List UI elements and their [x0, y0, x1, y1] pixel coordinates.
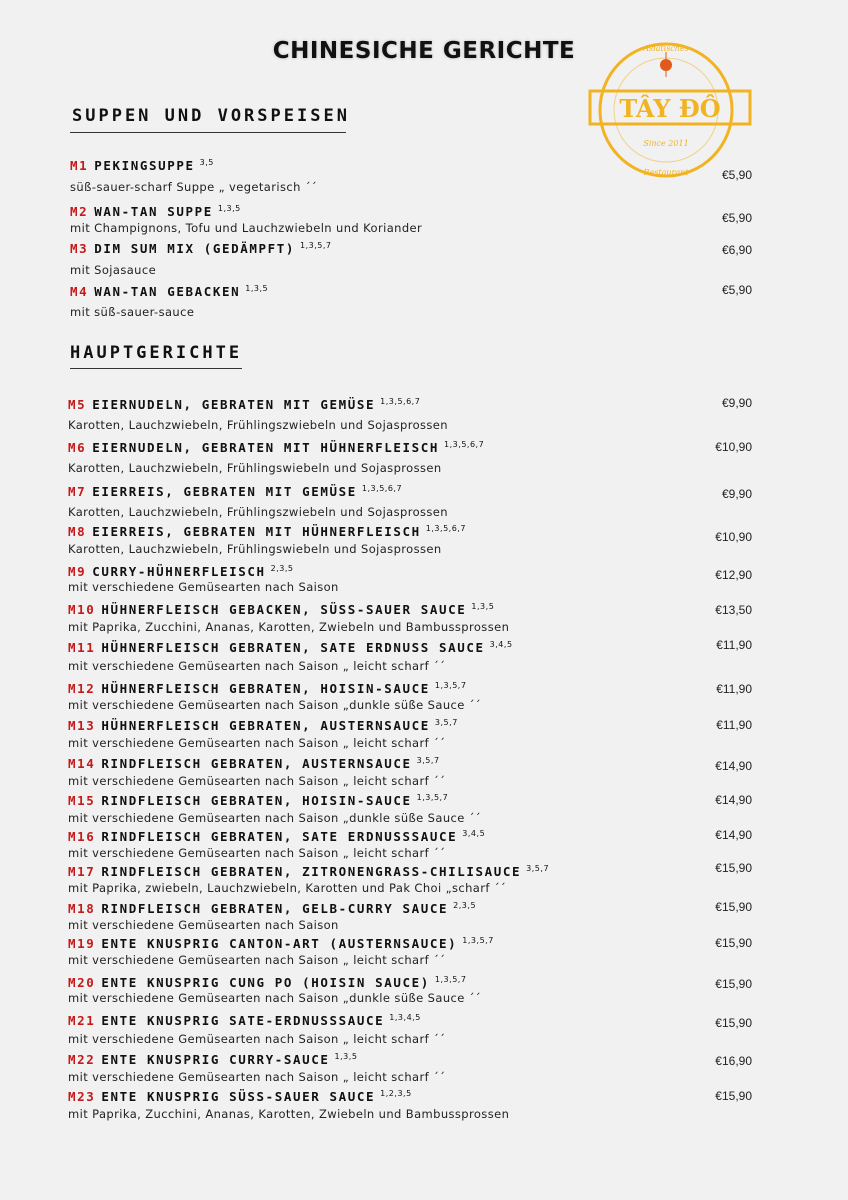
menu-item-description: mit verschiedene Gemüsearten nach Saison „dunkle süße Sauce ´´ — [68, 698, 482, 712]
menu-item-title — [68, 901, 476, 916]
menu-item-price: €15,90 — [715, 900, 752, 914]
menu-item-price: €11,90 — [716, 718, 752, 732]
menu-item-name: RINDFLEISCH GEBRATEN, ZITRONENGRASS-CHILISAUCE — [101, 864, 522, 879]
menu-item-name: WAN-TAN GEBACKEN — [94, 284, 241, 299]
menu-item-allergens: 3,5,7 — [526, 864, 550, 873]
menu-item-title — [68, 793, 448, 808]
menu-item-code: M9 — [68, 564, 87, 579]
page-title: CHINESICHE GERICHTE — [272, 38, 576, 64]
menu-item-allergens: 3,5 — [199, 158, 214, 167]
menu-item-code: M18 — [68, 901, 96, 916]
menu-item-allergens: 1,3,5 — [334, 1052, 358, 1061]
section-heading-hauptgerichte: HAUPTGERICHTE — [70, 343, 243, 363]
menu-item-title — [70, 158, 214, 173]
menu-item-name: HÜHNERFLEISCH GEBRATEN, SATE ERDNUSS SAUCE — [101, 640, 485, 655]
menu-item-description: mit verschiedene Gemüsearten nach Saison „dunkle süße Sauce ´´ — [68, 811, 482, 825]
menu-item-name: EIERNUDELN, GEBRATEN MIT GEMÜSE — [92, 397, 376, 412]
menu-item-allergens: 3,5,7 — [434, 718, 458, 727]
menu-item-name: CURRY-HÜHNERFLEISCH — [92, 564, 266, 579]
menu-item-description: mit Champignons, Tofu und Lauchzwiebeln und Koriander — [70, 221, 423, 235]
menu-item-name: WAN-TAN SUPPE — [94, 204, 213, 219]
menu-item-allergens: 1,3,5,7 — [462, 936, 494, 945]
lantern-icon — [660, 52, 672, 77]
menu-item-allergens: 1,3,5,7 — [434, 681, 467, 690]
menu-item-price: €9,90 — [721, 396, 752, 410]
menu-item-code: M14 — [68, 756, 96, 771]
menu-item-allergens: 1,2,3,5 — [380, 1089, 412, 1098]
menu-item-description: süß-sauer-scharf Suppe „ vegetarisch ´´ — [70, 180, 318, 194]
logo-top-text: Asiatisches — [643, 44, 689, 53]
menu-item-code: M17 — [68, 864, 96, 879]
logo-name: TÂY ĐÔ — [619, 94, 721, 123]
menu-item-name: EIERNUDELN, GEBRATEN MIT HÜHNERFLEISCH — [92, 440, 440, 455]
menu-item-allergens: 1,3,5,6,7 — [380, 397, 421, 406]
menu-item-code: M15 — [68, 793, 96, 808]
menu-item-code: M11 — [68, 640, 96, 655]
menu-item-name: PEKINGSUPPE — [94, 158, 195, 173]
menu-item-description: mit verschiedene Gemüsearten nach Saison „ leicht scharf ´´ — [68, 1032, 446, 1046]
menu-item-code: M20 — [68, 975, 96, 990]
menu-item-name: ENTE KNUSPRIG CURRY-SAUCE — [101, 1052, 330, 1067]
menu-item-price: €6,90 — [721, 243, 752, 257]
menu-item-allergens: 1,3,5,6,7 — [444, 440, 485, 449]
menu-item-name: ENTE KNUSPRIG CANTON-ART (AUSTERNSAUCE) — [101, 936, 458, 951]
menu-item-title — [68, 602, 494, 617]
menu-item-title — [68, 864, 549, 879]
menu-item-price: €9,90 — [721, 487, 752, 501]
section-heading-suppen: SUPPEN UND VORSPEISEN — [72, 106, 350, 126]
menu-item-name: RINDFLEISCH GEBRATEN, AUSTERNSAUCE — [101, 756, 412, 771]
menu-item-description: mit Paprika, Zucchini, Ananas, Karotten, Zwiebeln und Bambussprossen — [68, 1107, 510, 1121]
logo-emblem — [586, 38, 756, 183]
logo-bottom-text: Restaurant — [643, 168, 689, 177]
menu-item-description: mit Sojasauce — [70, 263, 157, 277]
menu-item-allergens: 1,3,5 — [217, 204, 241, 213]
menu-item-name: ENTE KNUSPRIG SÜSS-SAUER SAUCE — [101, 1089, 376, 1104]
menu-item-price: €11,90 — [716, 682, 752, 696]
menu-item-price: €15,90 — [715, 977, 752, 991]
menu-item-price: €13,50 — [715, 603, 752, 617]
menu-item-name: DIM SUM MIX (GEDÄMPFT) — [94, 241, 296, 256]
menu-item-code: M5 — [68, 397, 87, 412]
menu-item-price: €16,90 — [715, 1054, 752, 1068]
menu-item-code: M22 — [68, 1052, 96, 1067]
menu-item-description: mit verschiedene Gemüsearten nach Saison „ leicht scharf ´´ — [68, 953, 446, 967]
restaurant-logo — [586, 38, 756, 183]
menu-item-name: HÜHNERFLEISCH GEBRATEN, HOISIN-SAUCE — [101, 681, 430, 696]
menu-item-price: €12,90 — [715, 568, 752, 582]
menu-item-name: RINDFLEISCH GEBRATEN, HOISIN-SAUCE — [101, 793, 412, 808]
menu-item-title — [68, 975, 466, 990]
menu-item-title — [68, 756, 440, 771]
menu-item-description: mit verschiedene Gemüsearten nach Saison „ leicht scharf ´´ — [68, 846, 446, 860]
menu-item-title — [70, 241, 332, 256]
menu-item-title — [68, 564, 294, 579]
menu-item-allergens: 3,4,5 — [462, 829, 486, 838]
menu-item-price: €15,90 — [715, 861, 752, 875]
menu-item-title — [68, 524, 466, 539]
menu-item-code: M13 — [68, 718, 96, 733]
menu-item-title — [70, 204, 241, 219]
menu-item-price: €5,90 — [721, 168, 752, 182]
menu-item-description: mit verschiedene Gemüsearten nach Saison „ leicht scharf ´´ — [68, 774, 446, 788]
menu-item-description: mit Paprika, Zucchini, Ananas, Karotten, Zwiebeln und Bambussprossen — [68, 620, 510, 634]
menu-item-allergens: 2,3,5 — [270, 564, 294, 573]
menu-item-title — [68, 718, 458, 733]
menu-item-code: M10 — [68, 602, 96, 617]
menu-item-price: €14,90 — [715, 793, 752, 807]
menu-item-code: M3 — [70, 241, 89, 256]
menu-item-allergens: 1,3,5 — [245, 284, 269, 293]
menu-item-description: mit verschiedene Gemüsearten nach Saison — [68, 580, 339, 594]
menu-item-allergens: 1,3,5,6,7 — [425, 524, 466, 533]
menu-item-allergens: 1,3,5,7 — [416, 793, 449, 802]
menu-item-allergens: 3,4,5 — [489, 640, 513, 649]
menu-item-title — [68, 681, 466, 696]
menu-item-allergens: 1,3,5,7 — [300, 241, 332, 250]
menu-item-code: M4 — [70, 284, 89, 299]
menu-item-code: M12 — [68, 681, 96, 696]
menu-item-name: RINDFLEISCH GEBRATEN, GELB-CURRY SAUCE — [101, 901, 449, 916]
menu-item-title — [68, 484, 402, 499]
menu-item-name: ENTE KNUSPRIG SATE-ERDNUSSSAUCE — [101, 1013, 385, 1028]
menu-item-description: mit süß-sauer-sauce — [70, 305, 195, 319]
menu-item-title — [68, 829, 485, 844]
menu-item-price: €11,90 — [716, 638, 752, 652]
menu-item-allergens: 1,3,4,5 — [389, 1013, 421, 1022]
menu-item-title — [68, 440, 484, 455]
menu-item-price: €10,90 — [715, 440, 752, 454]
menu-item-title — [68, 936, 494, 951]
menu-item-code: M19 — [68, 936, 96, 951]
menu-item-title — [68, 1089, 412, 1104]
menu-item-description: Karotten, Lauchzwiebeln, Frühlingswiebeln und Sojasprossen — [68, 542, 442, 556]
menu-item-description: Karotten, Lauchzwiebeln, Frühlingswiebeln und Sojasprossen — [68, 461, 442, 475]
menu-item-name: RINDFLEISCH GEBRATEN, SATE ERDNUSSSAUCE — [101, 829, 458, 844]
menu-item-price: €15,90 — [715, 1016, 752, 1030]
menu-item-allergens: 3,5,7 — [416, 756, 440, 765]
section-divider — [70, 132, 346, 133]
menu-item-code: M7 — [68, 484, 87, 499]
menu-item-code: M6 — [68, 440, 87, 455]
menu-item-price: €5,90 — [721, 283, 752, 297]
menu-item-title — [68, 1013, 421, 1028]
menu-item-code: M2 — [70, 204, 89, 219]
menu-item-name: EIERREIS, GEBRATEN MIT GEMÜSE — [92, 484, 357, 499]
menu-item-allergens: 2,3,5 — [453, 901, 477, 910]
menu-item-title — [70, 284, 268, 299]
menu-item-name: HÜHNERFLEISCH GEBRATEN, AUSTERNSAUCE — [101, 718, 430, 733]
menu-item-name: ENTE KNUSPRIG CUNG PO (HOISIN SAUCE) — [101, 975, 430, 990]
section-divider — [70, 368, 242, 369]
menu-item-price: €14,90 — [715, 759, 752, 773]
menu-item-price: €5,90 — [721, 211, 752, 225]
menu-item-code: M21 — [68, 1013, 96, 1028]
menu-item-name: HÜHNERFLEISCH GEBACKEN, SÜSS-SAUER SAUCE — [101, 602, 467, 617]
menu-item-allergens: 1,3,5,7 — [434, 975, 467, 984]
menu-item-price: €15,90 — [715, 1089, 752, 1103]
menu-item-code: M8 — [68, 524, 87, 539]
menu-item-description: mit verschiedene Gemüsearten nach Saison „ leicht scharf ´´ — [68, 1070, 446, 1084]
logo-since: Since 2011 — [643, 139, 689, 148]
menu-item-code: M1 — [70, 158, 89, 173]
menu-item-allergens: 1,3,5,6,7 — [361, 484, 403, 493]
menu-item-price: €15,90 — [715, 936, 752, 950]
menu-item-title — [68, 640, 513, 655]
menu-item-price: €14,90 — [715, 828, 752, 842]
menu-item-description: Karotten, Lauchzwiebeln, Frühlingszwiebeln und Sojasprossen — [68, 418, 448, 432]
menu-item-price: €10,90 — [715, 530, 752, 544]
menu-item-description: mit verschiedene Gemüsearten nach Saison „ leicht scharf ´´ — [68, 659, 446, 673]
menu-item-code: M16 — [68, 829, 96, 844]
menu-item-allergens: 1,3,5 — [471, 602, 495, 611]
menu-item-name: EIERREIS, GEBRATEN MIT HÜHNERFLEISCH — [92, 524, 421, 539]
menu-item-description: Karotten, Lauchzwiebeln, Frühlingszwiebeln und Sojasprossen — [68, 505, 448, 519]
menu-item-code: M23 — [68, 1089, 96, 1104]
menu-item-title — [68, 397, 420, 412]
menu-item-description: mit verschiedene Gemüsearten nach Saison „ leicht scharf ´´ — [68, 736, 446, 750]
menu-item-description: mit verschiedene Gemüsearten nach Saison „dunkle süße Sauce ´´ — [68, 991, 482, 1005]
menu-item-title — [68, 1052, 357, 1067]
menu-item-description: mit Paprika, zwiebeln, Lauchzwiebeln, Karotten und Pak Choi „scharf ´´ — [68, 881, 507, 895]
menu-item-description: mit verschiedene Gemüsearten nach Saison — [68, 918, 339, 932]
